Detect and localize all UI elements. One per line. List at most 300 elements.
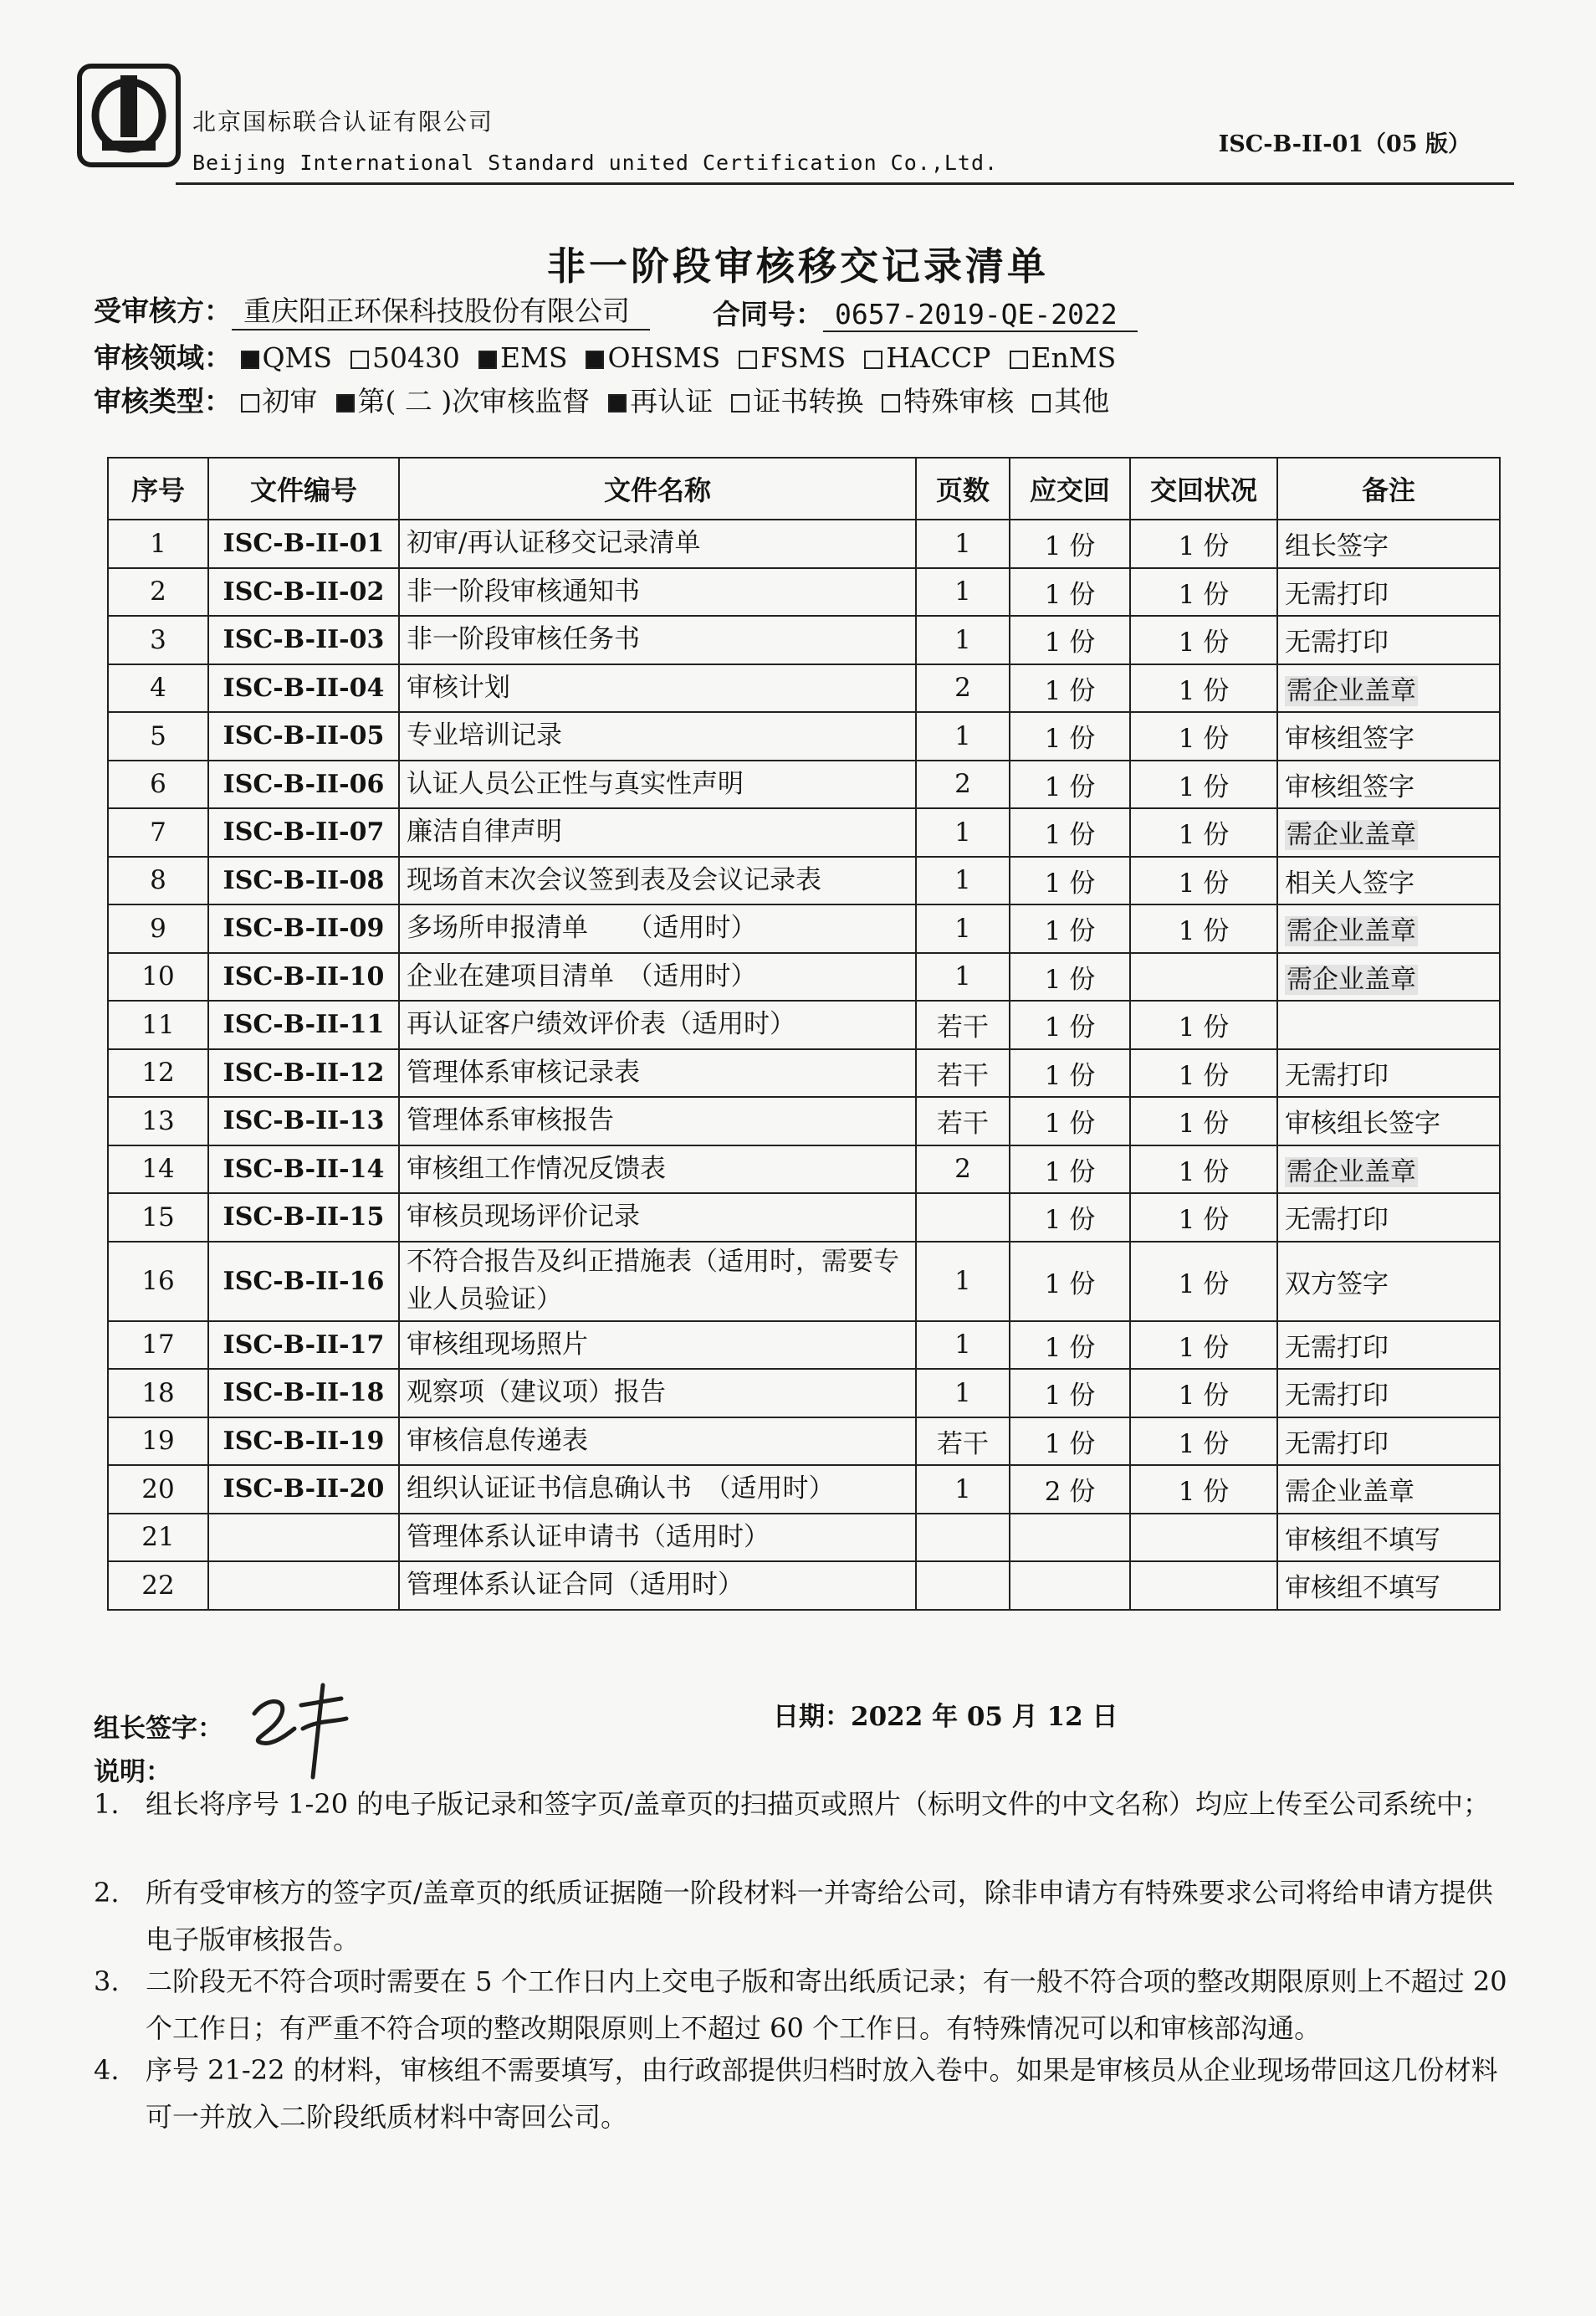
cell-required: [1010, 1321, 1130, 1370]
audit-types-line: [94, 380, 1128, 419]
checked-box-icon: [336, 394, 355, 412]
cell-return-status: [1130, 761, 1277, 809]
note-text: 序号 21-22 的材料，审核组不需要填写，由行政部提供归档时放入卷中。如果是审核员从企业现场带回这几份材料可一并放入二阶段纸质材料中寄回公司。: [146, 2054, 1498, 2133]
table-row: [108, 808, 1500, 857]
cell-return-status: [1130, 712, 1277, 761]
audit-field-option-label: OHSMS: [607, 341, 721, 374]
cell-file-code-text: ISC-B-II-05: [223, 721, 385, 751]
table-row: [108, 1417, 1500, 1466]
table-row: [108, 1001, 1500, 1049]
audit-field-option-label: HACCP: [886, 341, 991, 374]
company-name-en: Beijing International Standard united Certification Co.,Ltd.: [192, 151, 999, 175]
cell-file-code: [208, 904, 399, 953]
cell-file-code-text: ISC-B-II-02: [223, 576, 385, 607]
cell-required: [1010, 808, 1130, 857]
cell-remarks-text: 需企业盖章: [1287, 675, 1416, 706]
cell-pages: [916, 1193, 1010, 1242]
cell-remarks-text: 无需打印: [1285, 628, 1389, 658]
cell-file-name-text: 管理体系认证申请书（适用时）: [407, 1521, 770, 1552]
cell-file-name: [399, 1417, 916, 1466]
cell-file-code-text: ISC-B-II-09: [223, 914, 385, 944]
cell-file-name: [399, 664, 916, 713]
cell-remarks-text: 审核组签字: [1285, 724, 1414, 755]
cell-return-status: [1130, 616, 1277, 664]
header-file-code: 文件编号: [208, 458, 399, 520]
cell-file-code: [208, 664, 399, 713]
cell-file-name-text: 观察项（建议项）报告: [407, 1377, 666, 1408]
cell-return-status-text: 1 份: [1178, 1477, 1230, 1508]
cell-required-text: 1 份: [1044, 1381, 1096, 1412]
cell-required-text: 1 份: [1044, 1332, 1096, 1363]
cell-remarks: [1277, 520, 1500, 568]
cell-return-status: [1130, 1561, 1277, 1610]
audit-type-option: [241, 380, 318, 419]
cell-file-code-text: ISC-B-II-11: [223, 1010, 385, 1040]
cell-file-name: [399, 616, 916, 664]
audit-type-option-label: 初审: [262, 385, 318, 418]
cell-required-text: 1 份: [1044, 964, 1096, 995]
cell-required: [1010, 520, 1130, 568]
table-row: [108, 1321, 1500, 1370]
audit-type-option-label: 其他: [1054, 385, 1110, 418]
note-text: 二阶段无不符合项时需要在 5 个工作日内上交电子版和寄出纸质记录；有一般不符合项的整改期限原则上不超过 20 个工作日；有严重不符合项的整改期限原则上不超过 60 个工作日。有特殊情况可以和审核部沟通。: [146, 1965, 1507, 2044]
checked-box-icon: [241, 351, 259, 369]
audit-field-option: [864, 341, 990, 374]
cell-pages: [916, 953, 1010, 1002]
cell-seq: [108, 1242, 208, 1321]
header-pages: 页数: [916, 458, 1010, 520]
cell-file-code-text: ISC-B-II-20: [223, 1474, 385, 1504]
cell-file-code-text: ISC-B-II-16: [223, 1266, 385, 1296]
cell-return-status: [1130, 520, 1277, 568]
cell-pages-text: 1: [954, 576, 971, 607]
auditee-label: 受审核方：: [94, 295, 232, 327]
cell-required-text: 1 份: [1044, 675, 1096, 706]
cell-file-name: [399, 1514, 916, 1562]
cell-file-name-text: 企业在建项目清单 （适用时）: [407, 961, 757, 991]
cell-remarks: [1277, 664, 1500, 713]
cell-seq: [108, 953, 208, 1002]
cell-remarks-text: 组长签字: [1285, 531, 1389, 562]
cell-remarks-text: 审核组签字: [1285, 771, 1414, 802]
cell-file-code: [208, 712, 399, 761]
cell-seq: [108, 1369, 208, 1417]
contract-line: [713, 293, 1138, 332]
cell-pages: [916, 761, 1010, 809]
cell-required-text: 1 份: [1044, 1109, 1096, 1140]
cell-pages: [916, 712, 1010, 761]
cell-required: [1010, 568, 1130, 617]
cell-required-text: 1 份: [1044, 1012, 1096, 1043]
cell-file-code: [208, 568, 399, 617]
unchecked-box-icon: [864, 351, 882, 369]
cell-file-code: [208, 1001, 399, 1049]
table-row: [108, 1049, 1500, 1098]
cell-remarks: [1277, 1193, 1500, 1242]
cell-remarks: [1277, 953, 1500, 1002]
cell-file-code-text: ISC-B-II-15: [223, 1202, 385, 1232]
cell-seq-text: 6: [150, 769, 166, 800]
cell-file-code: [208, 857, 399, 905]
cell-pages-text: 1: [954, 1266, 971, 1296]
cell-return-status: [1130, 1417, 1277, 1466]
notes-title: 说明：: [94, 1757, 171, 1787]
cell-required-text: 2 份: [1044, 1477, 1096, 1508]
cell-pages-text: 若干: [937, 1428, 989, 1459]
unchecked-box-icon: [731, 394, 749, 412]
cell-return-status-text: 1 份: [1178, 1205, 1230, 1236]
unchecked-box-icon: [882, 394, 900, 412]
cell-seq-text: 3: [150, 624, 166, 655]
header-remarks: 备注: [1277, 458, 1500, 520]
cell-required: [1010, 616, 1130, 664]
cell-return-status: [1130, 1049, 1277, 1098]
note-text: 所有受审核方的签字页/盖章页的纸质证据随一阶段材料一并寄给公司，除非申请方有特殊要求公司将给申请方提供电子版审核报告。: [146, 1877, 1493, 1955]
note-number: 3.: [94, 1965, 120, 1997]
cell-remarks-text: 相关人签字: [1285, 868, 1414, 899]
cell-remarks: [1277, 1097, 1500, 1145]
table-row: [108, 904, 1500, 953]
cell-remarks-text: 审核组长签字: [1285, 1109, 1440, 1140]
cell-pages-text: 1: [954, 1330, 971, 1360]
cell-file-code-text: ISC-B-II-01: [223, 529, 385, 559]
cell-required: [1010, 1465, 1130, 1514]
cell-pages-text: 若干: [937, 1012, 989, 1043]
cell-return-status-text: 1 份: [1178, 724, 1230, 755]
cell-remarks-text: 审核组不填写: [1285, 1573, 1440, 1604]
table-row: [108, 1369, 1500, 1417]
cell-file-code: [208, 1417, 399, 1466]
cell-required-text: 1 份: [1044, 1156, 1096, 1187]
cell-file-code: [208, 1145, 399, 1194]
cell-file-code: [208, 808, 399, 857]
cell-file-code-text: ISC-B-II-06: [223, 769, 385, 799]
cell-file-code-text: ISC-B-II-10: [223, 961, 385, 991]
audit-field-option: [739, 341, 846, 374]
audit-type-option: [608, 380, 713, 419]
cell-file-code-text: ISC-B-II-17: [223, 1330, 385, 1360]
cell-seq-text: 12: [141, 1058, 175, 1089]
cell-seq: [108, 1193, 208, 1242]
cell-required: [1010, 1049, 1130, 1098]
note-item: [94, 2047, 1516, 2140]
note-item: [94, 1781, 1516, 1827]
cell-remarks-text: 无需打印: [1285, 1332, 1389, 1363]
cell-seq: [108, 712, 208, 761]
cell-required-text: 1 份: [1044, 724, 1096, 755]
cell-required: [1010, 712, 1130, 761]
cell-return-status-text: 1 份: [1178, 771, 1230, 802]
cell-file-code: [208, 1369, 399, 1417]
cell-remarks: [1277, 1561, 1500, 1610]
cell-remarks: [1277, 1001, 1500, 1049]
cell-required: [1010, 1097, 1130, 1145]
cell-return-status-text: 1 份: [1178, 868, 1230, 899]
cell-seq-text: 14: [141, 1154, 175, 1185]
cell-file-code-text: ISC-B-II-18: [223, 1378, 385, 1408]
cell-file-code: [208, 520, 399, 568]
cell-return-status: [1130, 1369, 1277, 1417]
table-row: [108, 1242, 1500, 1321]
cell-file-name: [399, 1465, 916, 1514]
audit-field-option-label: 50430: [371, 341, 460, 374]
cell-file-name: [399, 1369, 916, 1417]
table-row: [108, 761, 1500, 809]
cell-seq-text: 11: [141, 1009, 175, 1040]
cell-pages: [916, 1001, 1010, 1049]
table-body: [108, 520, 1500, 1610]
cell-file-name: [399, 1193, 916, 1242]
checked-box-icon: [586, 351, 604, 369]
cell-pages: [916, 664, 1010, 713]
company-name-cn: 北京国标联合认证有限公司: [192, 108, 494, 136]
cell-required: [1010, 1145, 1130, 1194]
table-row: [108, 1465, 1500, 1514]
cell-file-name-text: 初审/再认证移交记录清单: [407, 528, 701, 559]
cell-seq-text: 19: [141, 1426, 175, 1457]
cell-file-name-text: 审核信息传递表: [407, 1425, 588, 1456]
cell-remarks: [1277, 712, 1500, 761]
audit-type-option-label: 再认证: [630, 385, 714, 418]
table-row: [108, 1097, 1500, 1145]
unchecked-box-icon: [1032, 394, 1051, 412]
cell-seq: [108, 664, 208, 713]
cell-pages: [916, 1465, 1010, 1514]
cell-seq: [108, 568, 208, 617]
cell-remarks: [1277, 1242, 1500, 1321]
cell-file-name-text: 审核组工作情况反馈表: [407, 1153, 666, 1184]
audit-fields-label: 审核领域：: [94, 341, 232, 374]
cell-pages: [916, 808, 1010, 857]
table-header-row: [108, 458, 1500, 520]
cell-remarks-text: 无需打印: [1285, 1060, 1389, 1091]
cell-pages-text: 2: [954, 769, 971, 800]
audit-type-option-label: 证书转换: [753, 385, 864, 418]
cell-required-text: 1 份: [1044, 1268, 1096, 1299]
audit-types-label: 审核类型：: [94, 385, 232, 418]
cell-file-name: [399, 857, 916, 905]
cell-required: [1010, 664, 1130, 713]
cell-remarks-text: 需企业盖章: [1287, 964, 1416, 995]
cell-file-code: [208, 1097, 399, 1145]
cell-seq-text: 9: [150, 913, 166, 944]
cell-file-name-text: 再认证客户绩效评价表（适用时）: [407, 1009, 795, 1040]
auditee-line: [94, 290, 650, 330]
cell-required: [1010, 761, 1130, 809]
cell-remarks-text: 无需打印: [1285, 579, 1389, 610]
cell-seq-text: 7: [150, 817, 166, 848]
cell-return-status-text: 1 份: [1178, 1156, 1230, 1187]
checked-box-icon: [608, 394, 627, 412]
table-row: [108, 953, 1500, 1002]
cell-return-status: [1130, 857, 1277, 905]
cell-seq-text: 21: [141, 1522, 175, 1553]
table-row: [108, 712, 1500, 761]
unchecked-box-icon: [739, 351, 757, 369]
cell-file-code: [208, 1049, 399, 1098]
cell-file-name: [399, 1001, 916, 1049]
cell-seq-text: 20: [141, 1473, 175, 1504]
cell-return-status: [1130, 664, 1277, 713]
table-row: [108, 520, 1500, 568]
cell-required: [1010, 1001, 1130, 1049]
cell-seq: [108, 1514, 208, 1562]
header-seq: 序号: [108, 458, 208, 520]
cell-file-code-text: ISC-B-II-07: [223, 817, 385, 848]
cell-return-status-text: 1 份: [1178, 916, 1230, 947]
cell-required: [1010, 904, 1130, 953]
cell-pages: [916, 857, 1010, 905]
header-file-name: 文件名称: [399, 458, 916, 520]
cell-seq-text: 8: [150, 865, 166, 896]
cell-required-text: 1 份: [1044, 1428, 1096, 1459]
cell-return-status-text: 1 份: [1178, 1109, 1230, 1140]
cell-return-status-text: 1 份: [1178, 820, 1230, 851]
cell-return-status-text: 1 份: [1178, 675, 1230, 706]
cell-pages-text: 1: [954, 624, 971, 655]
cell-file-name-text: 管理体系审核记录表: [407, 1057, 640, 1088]
cell-pages: [916, 568, 1010, 617]
cell-pages: [916, 1049, 1010, 1098]
cell-pages: [916, 1514, 1010, 1562]
note-number: 4.: [94, 2054, 120, 2086]
cell-pages-text: 1: [954, 1473, 971, 1504]
cell-return-status-text: 1 份: [1178, 1060, 1230, 1091]
cell-file-name-text: 审核计划: [407, 672, 510, 703]
cell-remarks-text: 审核组不填写: [1285, 1524, 1440, 1555]
cell-pages: [916, 520, 1010, 568]
cell-return-status: [1130, 568, 1277, 617]
sign-date: 日期：2022 年 05 月 12 日: [773, 1702, 1118, 1732]
cell-return-status: [1130, 904, 1277, 953]
cell-file-name-text: 管理体系认证合同（适用时）: [407, 1570, 744, 1601]
cell-file-name: [399, 953, 916, 1002]
cell-remarks-text: 需企业盖章: [1287, 820, 1416, 851]
cell-pages-text: 若干: [937, 1109, 989, 1140]
contract-label: 合同号：: [713, 298, 823, 330]
cell-remarks: [1277, 1514, 1500, 1562]
cell-seq: [108, 1321, 208, 1370]
transfer-record-table: [107, 457, 1501, 1611]
cell-remarks: [1277, 857, 1500, 905]
cell-pages: [916, 1321, 1010, 1370]
note-text: 组长将序号 1-20 的电子版记录和签字页/盖章页的扫描页或照片（标明文件的中文名称）均应上传至公司系统中；: [146, 1788, 1491, 1820]
cell-seq: [108, 761, 208, 809]
cell-file-name-text: 非一阶段审核任务书: [407, 624, 640, 655]
cell-seq-text: 10: [141, 961, 175, 992]
cell-file-name: [399, 568, 916, 617]
cell-file-name: [399, 1097, 916, 1145]
note-item: [94, 1869, 1516, 1963]
cell-remarks: [1277, 1417, 1500, 1466]
cell-return-status: [1130, 953, 1277, 1002]
audit-field-option: [1010, 341, 1117, 374]
cell-required-text: 1 份: [1044, 1205, 1096, 1236]
cell-remarks-text: 需企业盖章: [1287, 916, 1416, 947]
company-seal-logo-icon: [77, 64, 181, 167]
audit-fields-line: [94, 336, 1134, 376]
cell-remarks: [1277, 616, 1500, 664]
form-code: ISC-B-II-01（05 版）: [1218, 131, 1471, 157]
cell-required: [1010, 1417, 1130, 1466]
auditee-value: 重庆阳正环保科技股份有限公司: [232, 290, 650, 330]
cell-file-name: [399, 808, 916, 857]
table-row: [108, 616, 1500, 664]
audit-types-options: [241, 385, 1128, 418]
table-row: [108, 664, 1500, 713]
cell-required: [1010, 1514, 1130, 1562]
cell-remarks: [1277, 761, 1500, 809]
cell-file-name-text: 廉洁自律声明: [407, 817, 562, 848]
cell-remarks-text: 需企业盖章: [1287, 1156, 1416, 1187]
cell-seq-text: 18: [141, 1377, 175, 1408]
note-item: [94, 1958, 1516, 2052]
header-return-status: 交回状况: [1130, 458, 1277, 520]
table-row: [108, 568, 1500, 617]
audit-field-option: [350, 341, 460, 374]
cell-pages: [916, 1097, 1010, 1145]
cell-return-status-text: 1 份: [1178, 1268, 1230, 1299]
audit-field-option-label: QMS: [262, 341, 332, 374]
audit-type-option: [1032, 380, 1109, 419]
cell-required-text: 1 份: [1044, 628, 1096, 658]
document-title: 非一阶段审核移交记录清单: [547, 243, 1049, 289]
cell-pages-text: 1: [954, 913, 971, 944]
cell-pages: [916, 1417, 1010, 1466]
cell-file-code-text: ISC-B-II-14: [223, 1154, 385, 1184]
note-number: 1.: [94, 1788, 120, 1820]
cell-seq: [108, 1097, 208, 1145]
cell-file-name-text: 审核员现场评价记录: [407, 1202, 640, 1232]
checked-box-icon: [478, 351, 497, 369]
cell-return-status-text: 1 份: [1178, 1428, 1230, 1459]
unchecked-box-icon: [1010, 351, 1028, 369]
cell-file-code: [208, 616, 399, 664]
cell-file-name-text: 不符合报告及纠正措施表（适用时，需要专业人员验证）: [407, 1247, 899, 1314]
cell-file-name: [399, 1561, 916, 1610]
cell-pages: [916, 1145, 1010, 1194]
cell-pages-text: 1: [954, 817, 971, 848]
audit-type-option: [731, 380, 863, 419]
cell-pages-text: 1: [954, 528, 971, 559]
cell-remarks: [1277, 568, 1500, 617]
cell-pages-text: 1: [954, 1377, 971, 1408]
cell-return-status-text: 1 份: [1178, 531, 1230, 562]
cell-remarks: [1277, 1321, 1500, 1370]
cell-pages-text: 2: [954, 1154, 971, 1185]
cell-seq-text: 16: [141, 1266, 175, 1296]
contract-value: 0657-2019-QE-2022: [823, 298, 1138, 332]
cell-required: [1010, 953, 1130, 1002]
cell-required-text: 1 份: [1044, 531, 1096, 562]
header-rule: [176, 182, 1514, 185]
cell-required: [1010, 1561, 1130, 1610]
cell-seq: [108, 1145, 208, 1194]
cell-file-name: [399, 761, 916, 809]
cell-seq-text: 5: [150, 720, 166, 751]
cell-required-text: 1 份: [1044, 820, 1096, 851]
cell-seq-text: 17: [141, 1330, 175, 1360]
cell-required-text: 1 份: [1044, 868, 1096, 899]
cell-seq-text: 4: [150, 673, 166, 704]
table-row: [108, 857, 1500, 905]
cell-return-status-text: 1 份: [1178, 628, 1230, 658]
cell-seq: [108, 1417, 208, 1466]
cell-file-name-text: 审核组现场照片: [407, 1329, 588, 1360]
cell-file-name: [399, 1321, 916, 1370]
cell-file-code-text: ISC-B-II-04: [223, 673, 385, 703]
cell-pages-text: 2: [954, 673, 971, 704]
